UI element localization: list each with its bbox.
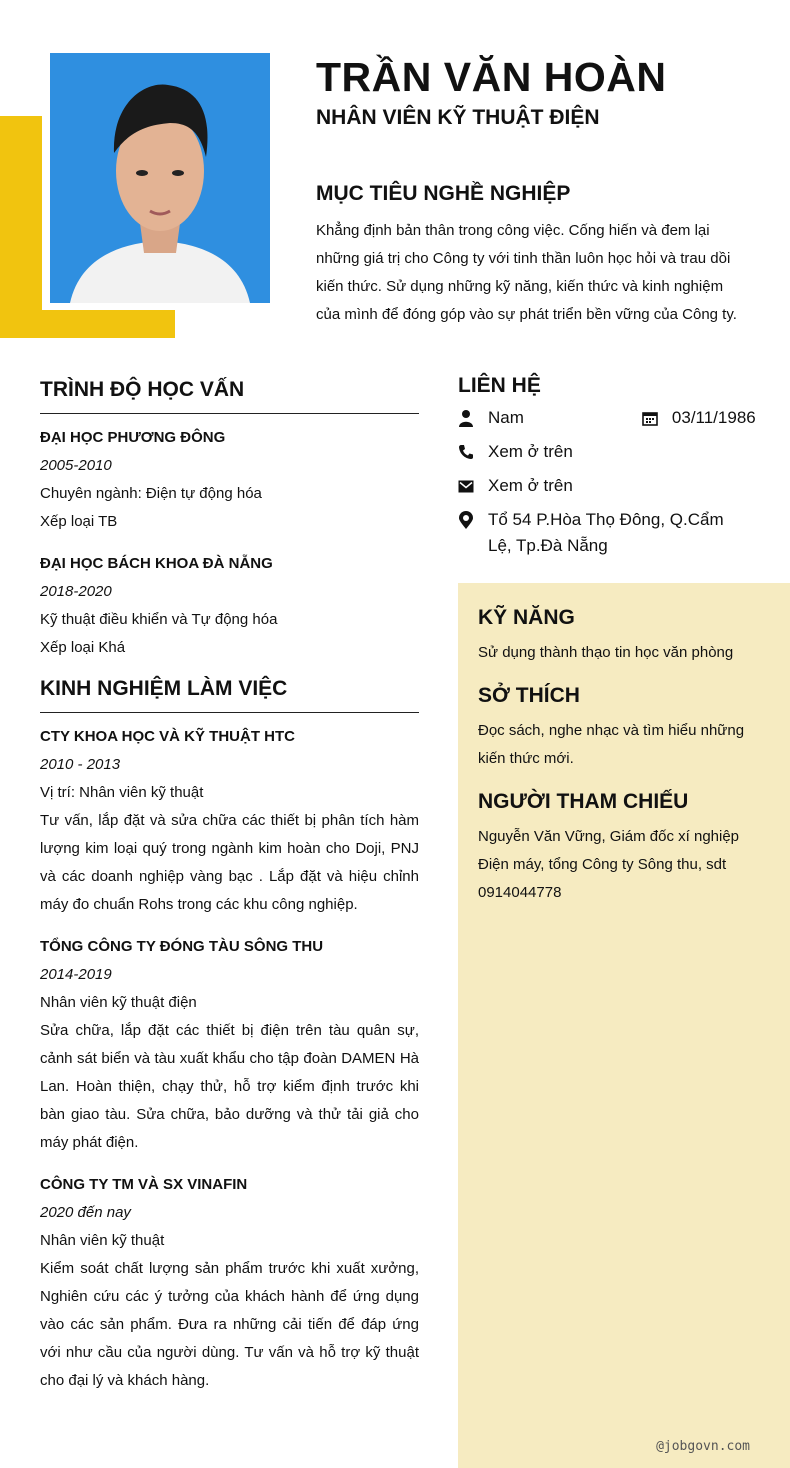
address-value: Tổ 54 P.Hòa Thọ Đông, Q.Cẩm Lệ, Tp.Đà Nẵng — [488, 510, 724, 555]
envelope-icon — [458, 473, 488, 499]
watermark: @jobgovn.com — [656, 1439, 750, 1454]
school-name: ĐẠI HỌC BÁCH KHOA ĐÀ NẴNG — [40, 555, 273, 572]
experience-item — [40, 933, 419, 1157]
location-pin-icon — [458, 507, 488, 533]
contact-row-address — [458, 507, 758, 559]
references-title: NGƯỜI THAM CHIẾU — [478, 790, 689, 813]
cv-header — [316, 55, 756, 131]
education-major: Chuyên ngành: Điện tự động hóa — [40, 485, 262, 502]
person-icon — [458, 405, 488, 431]
skills-title: KỸ NĂNG — [478, 606, 575, 629]
candidate-name: TRẦN VĂN HOÀN — [316, 54, 667, 100]
experience-description: Tư vấn, lắp đặt và sửa chữa các thiết bị phân tích hàm lượng kim loại quý trong ngành kim hoàn cho Doji, PNJ và các doanh nghiệp vàng bạc . Lắp đặt và hiệu chỉnh máy đo chuẩn Rohs trong các khu công nghiệp. — [40, 812, 419, 913]
experience-years: 2020 đến nay — [40, 1204, 131, 1221]
experience-title: KINH NGHIỆM LÀM VIỆC — [40, 677, 288, 700]
education-item — [40, 550, 419, 662]
experience-description: Kiểm soát chất lượng sản phẩm trước khi xuất xưởng, Nghiên cứu các ý tưởng của khách hành để ứng dụng vào các sản phẩm. Đưa ra những cải tiến để đáp ứng với như cầu của người dùng. Tư vấn và hỗ trợ kỹ thuật cho đại lý và khách hàng. — [40, 1260, 419, 1389]
experience-years: 2014-2019 — [40, 966, 112, 983]
education-title: TRÌNH ĐỘ HỌC VẤN — [40, 378, 245, 401]
contact-title: LIÊN HỆ — [458, 374, 541, 397]
hobbies-title: SỞ THÍCH — [478, 684, 580, 707]
objective-title: MỤC TIÊU NGHỀ NGHIỆP — [316, 182, 571, 205]
email-value[interactable]: Xem ở trên — [488, 476, 573, 495]
education-major: Kỹ thuật điều khiển và Tự động hóa — [40, 611, 278, 628]
divider — [40, 712, 419, 713]
education-grade: Xếp loại TB — [40, 513, 118, 530]
gender-value: Nam — [488, 408, 524, 427]
education-grade: Xếp loại Khá — [40, 639, 126, 656]
school-name: ĐẠI HỌC PHƯƠNG ĐÔNG — [40, 429, 226, 446]
education-years: 2005-2010 — [40, 457, 112, 474]
candidate-role: NHÂN VIÊN KỸ THUẬT ĐIỆN — [316, 106, 600, 129]
company-name: CTY KHOA HỌC VÀ KỸ THUẬT HTC — [40, 728, 295, 745]
sidebar-panel — [458, 583, 790, 1468]
calendar-icon — [642, 405, 672, 431]
contact-row-phone — [458, 439, 758, 465]
birthdate-value: 03/11/1986 — [671, 408, 756, 427]
phone-value[interactable]: Xem ở trên — [488, 442, 573, 461]
divider — [40, 413, 419, 414]
experience-description: Sửa chữa, lắp đặt các thiết bị điện trên tàu quân sự, cảnh sát biển và tàu xuất khẩu cho tập đoàn DAMEN Hà Lan. Hoàn thiện, chạy thử, hỗ trợ kiểm định trước khi bàn giao tàu. Sửa chữa, bảo dưỡng và thử tải giả cho máy phát điện. — [40, 1022, 419, 1151]
experience-years: 2010 - 2013 — [40, 756, 121, 773]
hobbies-text: Đọc sách, nghe nhạc và tìm hiểu những kiến thức mới. — [478, 722, 745, 767]
company-name: CÔNG TY TM VÀ SX VINAFIN — [40, 1176, 248, 1193]
objective-section — [316, 181, 746, 329]
left-column — [40, 377, 419, 1409]
education-item — [40, 424, 419, 536]
contact-row-email — [458, 473, 758, 499]
skills-text: Sử dụng thành thạo tin học văn phòng — [478, 644, 734, 661]
profile-photo — [50, 53, 270, 303]
references-text: Nguyễn Văn Vững, Giám đốc xí nghiệp Điện máy, tổng Công ty Sông thu, sdt 0914044778 — [478, 828, 740, 901]
experience-item — [40, 723, 419, 919]
experience-position: Nhân viên kỹ thuật — [40, 1232, 165, 1249]
experience-position: Vị trí: Nhân viên kỹ thuật — [40, 784, 204, 801]
objective-text: Khẳng định bản thân trong công việc. Cống hiến và đem lại những giá trị cho Công ty với tinh thần luôn học hỏi và trau dồi kiến thức. Sử dụng những kỹ năng, kiến thức và kinh nghiệm của mình để đóng góp vào sự phát triển bền vững của Công ty. — [316, 222, 737, 323]
experience-position: Nhân viên kỹ thuật điện — [40, 994, 197, 1011]
contact-row-personal — [458, 405, 758, 431]
experience-item — [40, 1171, 419, 1395]
company-name: TỔNG CÔNG TY ĐÓNG TÀU SÔNG THU — [40, 938, 324, 955]
phone-icon — [458, 439, 488, 465]
education-years: 2018-2020 — [40, 583, 112, 600]
contact-section — [458, 373, 758, 567]
